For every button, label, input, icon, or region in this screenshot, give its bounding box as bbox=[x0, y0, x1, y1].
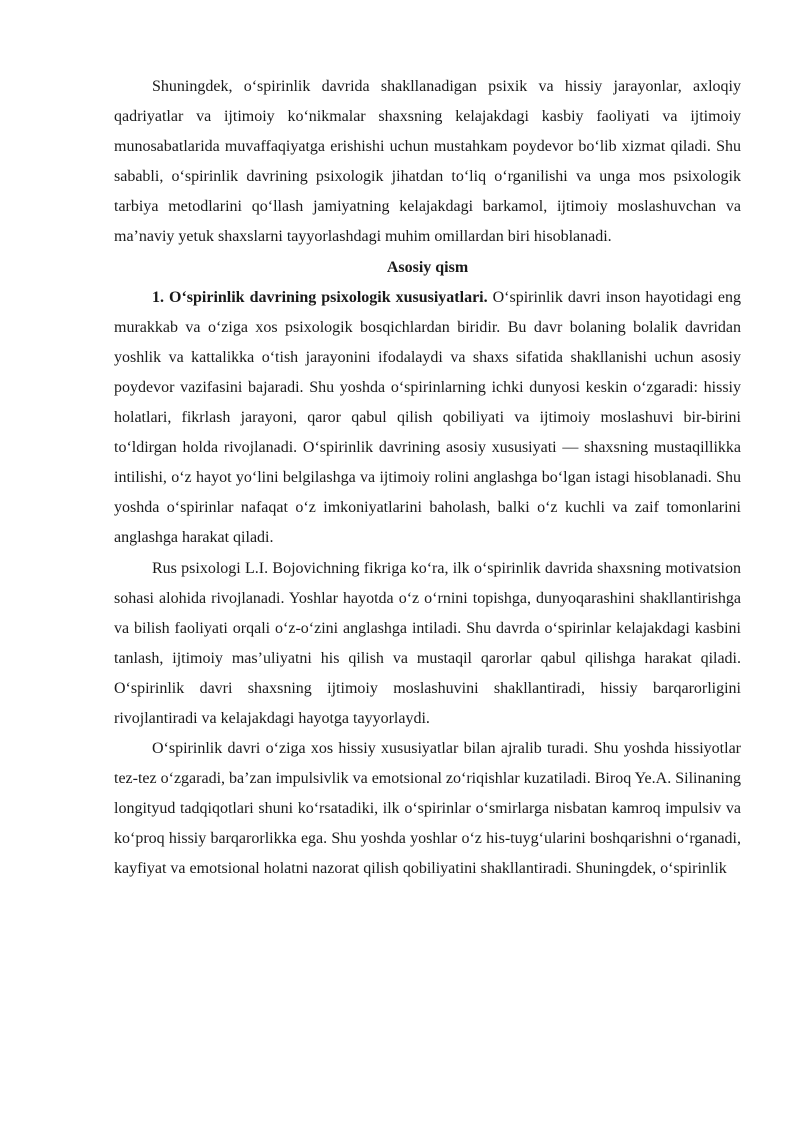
document-page bbox=[114, 72, 741, 885]
paragraph-bojovich: Rus psixologi L.I. Bojovichning fikriga ko‘ra, ilk o‘spirinlik davrida shaxsning motivatsion sohasi alohida rivojlanadi. Yoshlar hayotda o‘z o‘rnini topishga, dunyoqarashini shakllantirishga va bilish faoliyati orqali o‘z-o‘zini anglashga intiladi. Shu davrda o‘spirinlar kelajakdagi kasbini tanlash, ijtimoiy mas’uliyatni his qilish va mustaqil qarorlar qabul qilishga harakat qiladi. O‘spirinlik davri shaxsning ijtimoiy moslashuvini shakllantiradi, hissiy barqarorligini rivojlantiradi va kelajakdagi hayotga tayyorlaydi. bbox=[114, 559, 741, 727]
paragraph-emotional-features: O‘spirinlik davri o‘ziga xos hissiy xususiyatlar bilan ajralib turadi. Shu yoshda hissiyotlar tez-tez o‘zgaradi, ba’zan impulsivlik va emotsional zo‘riqishlar kuzatiladi. Biroq Ye.A. Silinaning longityud tadqiqotlari shuni ko‘rsatadiki, ilk o‘spirinlar o‘smirlarga nisbatan kamroq impulsiv va ko‘proq hissiy barqarorlikka ega. Shu yoshda yoshlar o‘z his-tuyg‘ularini boshqarishni o‘rganadi, kayfiyat va emotsional holatni nazorat qilish qobiliyatini shakllantiradi. Shuningdek, o‘spirinlik bbox=[114, 740, 741, 878]
section-heading: Asosiy qism bbox=[386, 258, 469, 276]
intro-paragraph: Shuningdek, o‘spirinlik davrida shakllanadigan psixik va hissiy jarayonlar, axloqiy qadriyatlar va ijtimoiy ko‘nikmalar shaxsning kelajakdagi kasbiy faoliyati va ijtimoiy munosabatlarida muvaffaqiyatga erishishi uchun mustahkam poydevor bo‘lib xizmat qiladi. Shu sababli, o‘spirinlik davrining psixologik jihatdan to‘liq o‘rganilishi va unga mos psixologik tarbiya metodlarini qo‘llash jamiyatning kelajakdagi barkamol, ijtimoiy moslashuvchan va ma’naviy yetuk shaxslarni tayyorlashdagi muhim omillardan biri hisoblanadi. bbox=[114, 78, 741, 246]
paragraph-psychological-features bbox=[114, 283, 741, 554]
subsection-title: 1. O‘spirinlik davrining psixologik xususiyatlari. bbox=[152, 288, 488, 306]
paragraph-1-text: O‘spirinlik davri inson hayotidagi eng murakkab va o‘ziga xos psixologik bosqichlardan biridir. Bu davr bolaning bolalik davridan yoshlik va kattalikka o‘tish jarayonini ifodalaydi va shaxs sifatida shakllanishi uchun asosiy poydevor vazifasini bajaradi. Shu yoshda o‘spirinlarning ichki dunyosi keskin o‘zgaradi: hissiy holatlari, fikrlash jarayoni, qaror qabul qilish qobiliyati va ijtimoiy moslashuvi bir-birini to‘ldirgan holda rivojlanadi. O‘spirinlik davrining asosiy xususiyati — shaxsning mustaqillikka intilishi, o‘z hayot yo‘lini belgilashga va ijtimoiy rolini anglashga bo‘lgan istagi hisoblanadi. Shu yoshda o‘spirinlar nafaqat o‘z imkoniyatlarini baholash, balki o‘z kuchli va zaif tomonlarini anglashga harakat qiladi. bbox=[114, 288, 742, 547]
